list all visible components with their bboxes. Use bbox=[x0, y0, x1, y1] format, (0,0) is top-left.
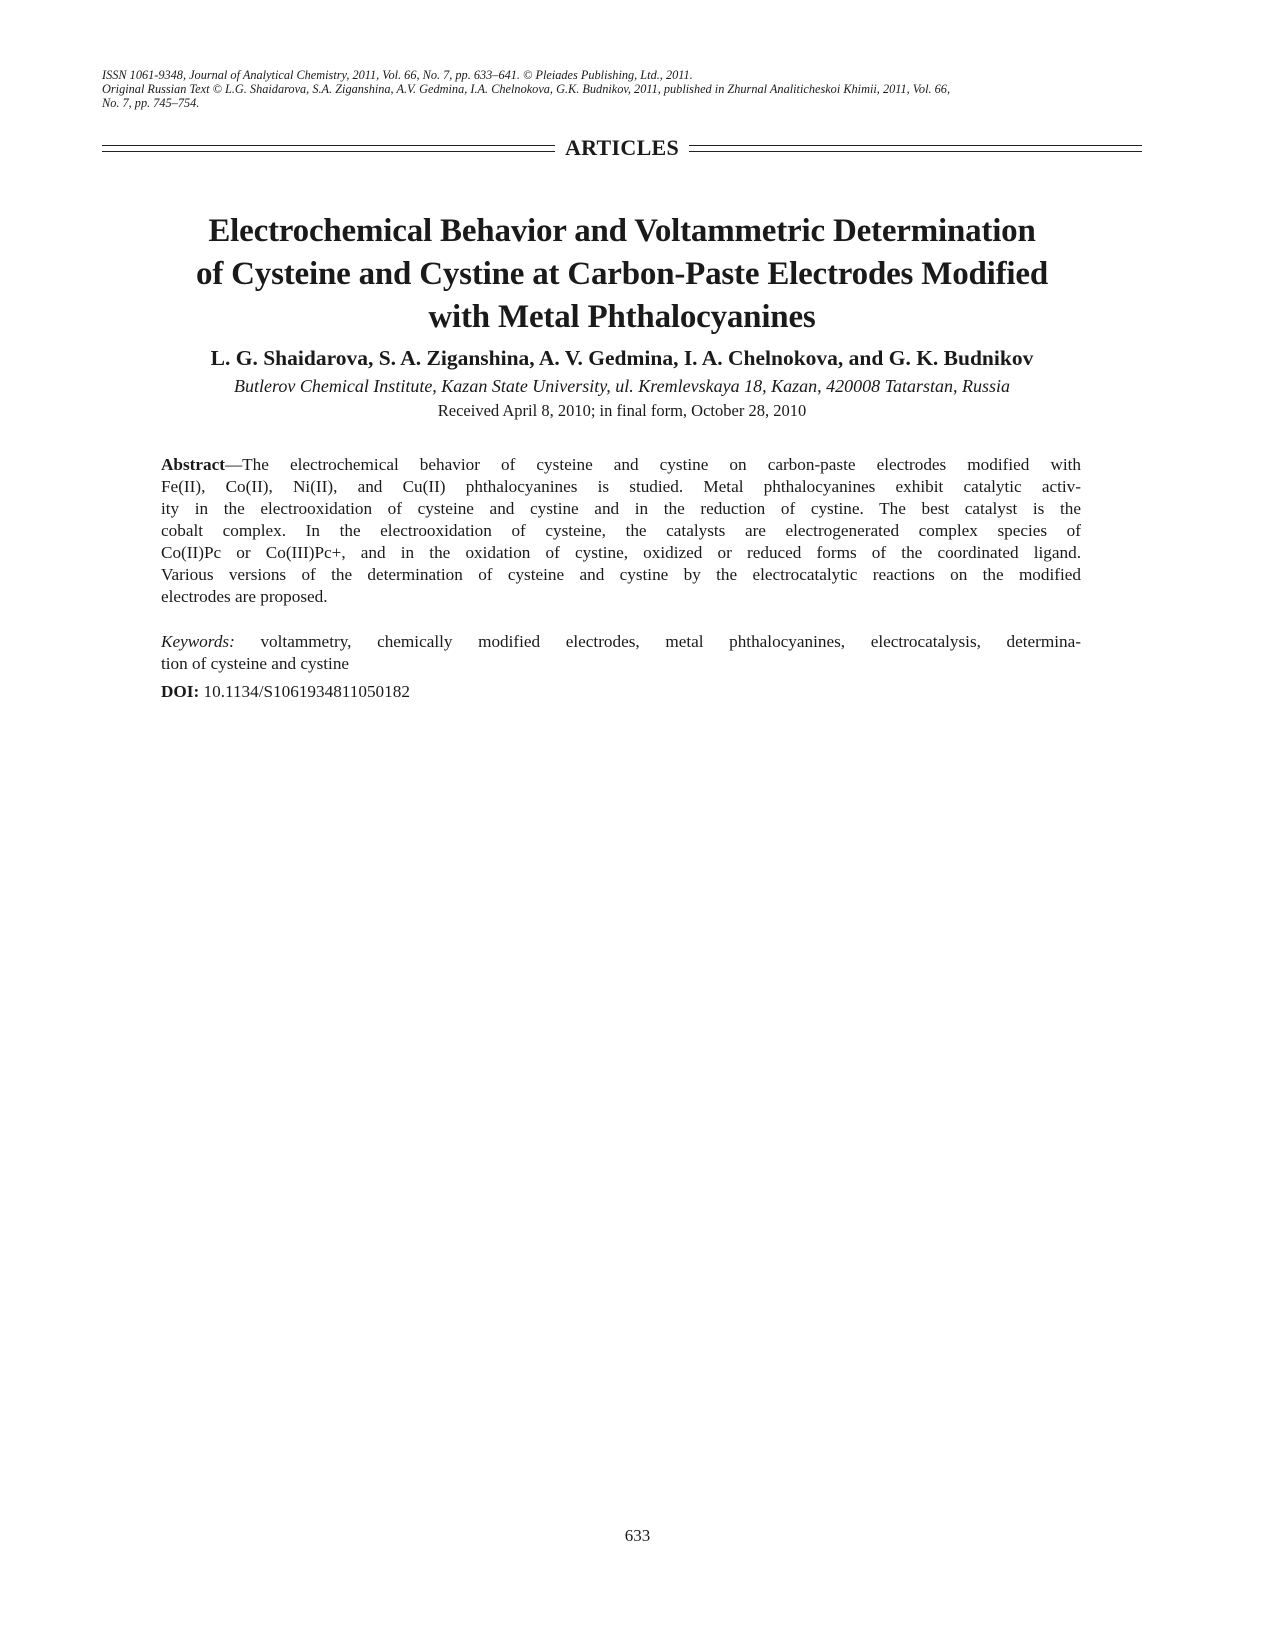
doi-label: DOI: bbox=[161, 682, 200, 701]
header-line: Original Russian Text © L.G. Shaidarova, S.A. Ziganshina, A.V. Gedmina, I.A. Chelnokova, G.K. Budnikov, 2011, published in Zhurnal Analiticheskoi Khimii, 2011, Vol. 66, bbox=[102, 82, 951, 96]
abstract-line: electrodes are proposed. bbox=[161, 587, 328, 606]
abstract-line: Various versions of the determination of cysteine and cystine by the electrocatalytic reactions on the modified bbox=[161, 565, 1081, 584]
received-date: Received April 8, 2010; in final form, October 28, 2010 bbox=[437, 401, 807, 420]
abstract-line: Co(II)Pc or Co(III)Pc+, and in the oxidation of cystine, oxidized or reduced forms of the coordinated ligand. bbox=[161, 543, 1081, 562]
section-title: ARTICLES bbox=[564, 135, 680, 160]
keywords bbox=[161, 631, 1081, 675]
doi bbox=[161, 681, 410, 703]
title-line: Electrochemical Behavior and Voltammetric Determination bbox=[208, 213, 1036, 249]
title-line: with Metal Phthalocyanines bbox=[428, 299, 816, 335]
affiliation: Butlerov Chemical Institute, Kazan State University, ul. Kremlevskaya 18, Kazan, 420008 Tatarstan, Russia bbox=[234, 376, 1010, 396]
double-rule-right bbox=[689, 145, 1142, 152]
keywords-line: tion of cysteine and cystine bbox=[161, 654, 350, 673]
title-line: of Cysteine and Cystine at Carbon-Paste Electrodes Modified bbox=[196, 256, 1048, 292]
abstract bbox=[161, 454, 1081, 608]
paper-title bbox=[102, 210, 1142, 339]
abstract-line: Abstract—The electrochemical behavior of cysteine and cystine on carbon-paste electrodes modified with bbox=[161, 455, 1081, 474]
journal-header bbox=[102, 68, 1142, 110]
authors: L. G. Shaidarova, S. A. Ziganshina, A. V. Gedmina, I. A. Chelnokova, and G. K. Budnikov bbox=[210, 346, 1034, 370]
header-line: No. 7, pp. 745–754. bbox=[102, 96, 200, 110]
section-heading bbox=[102, 136, 1142, 160]
double-rule-left bbox=[102, 145, 555, 152]
header-line: ISSN 1061-9348, Journal of Analytical Chemistry, 2011, Vol. 66, No. 7, pp. 633–641. © Pleiades Publishing, Ltd., 2011. bbox=[102, 68, 693, 82]
keywords-line: Keywords: voltammetry, chemically modified electrodes, metal phthalocyanines, electrocatalysis, determina- bbox=[161, 632, 1081, 651]
keywords-label: Keywords: bbox=[161, 632, 235, 651]
abstract-line: ity in the electrooxidation of cysteine and cystine and in the reduction of cystine. The best catalyst is the bbox=[161, 499, 1081, 518]
abstract-label: Abstract bbox=[161, 455, 225, 474]
abstract-line: Fe(II), Co(II), Ni(II), and Cu(II) phthalocyanines is studied. Metal phthalocyanines exhibit catalytic activ- bbox=[161, 477, 1081, 496]
abstract-line: cobalt complex. In the electrooxidation of cysteine, the catalysts are electrogenerated complex species of bbox=[161, 521, 1081, 540]
doi-value: 10.1134/S1061934811050182 bbox=[199, 682, 410, 701]
page-number: 633 bbox=[624, 1526, 651, 1545]
